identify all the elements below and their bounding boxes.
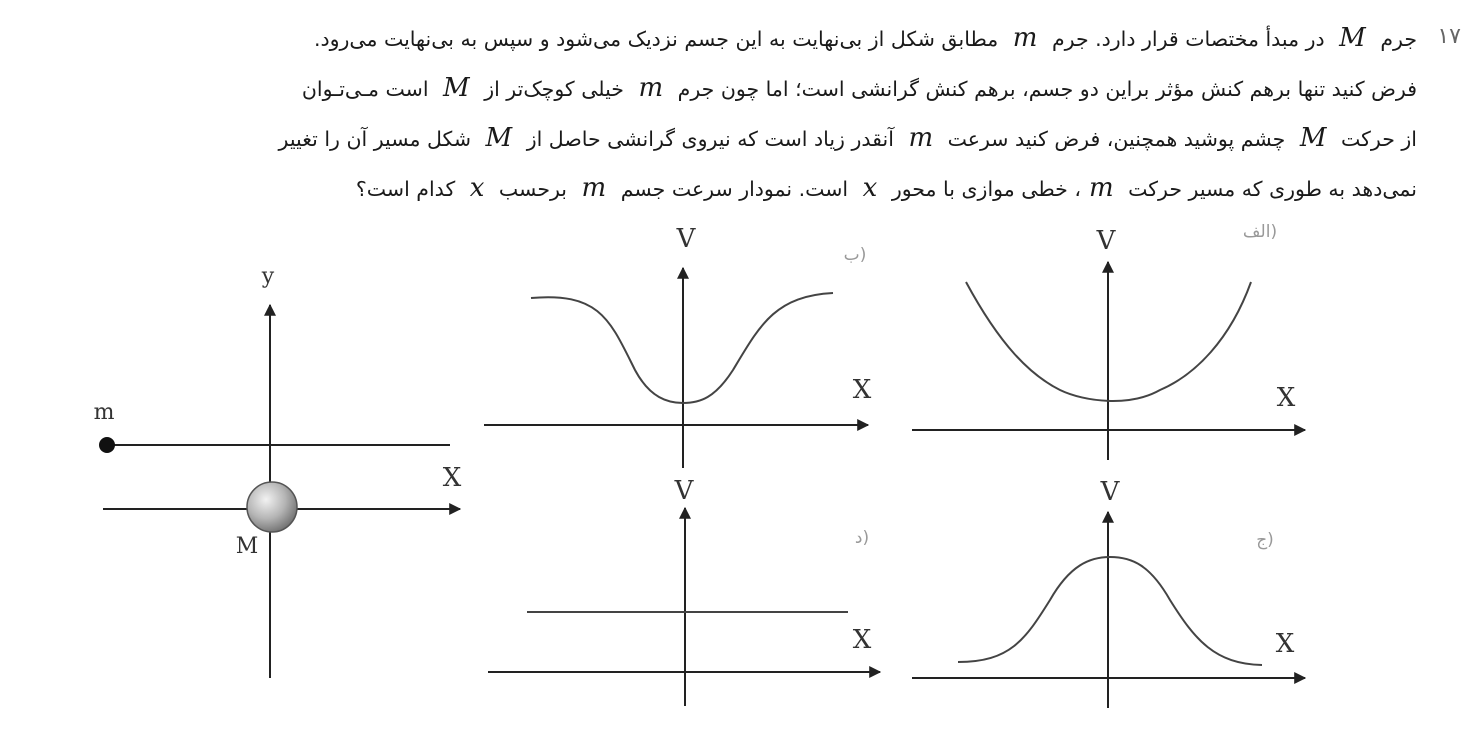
option-be-graph <box>484 224 872 468</box>
be-v-label: V <box>676 224 696 254</box>
dal-x-label: X <box>852 625 872 655</box>
alef-option-tag: الف) <box>1242 222 1278 242</box>
dal-option-tag: د) <box>854 528 870 548</box>
text-segment: کدام است؟ <box>355 177 462 201</box>
text-segment: است مـی‌تـوان <box>301 77 436 101</box>
text-segment: ، خطی موازی با محور <box>885 177 1081 201</box>
math-symbol: x <box>469 173 485 203</box>
small-mass-label: m <box>93 400 115 425</box>
math-symbol: M <box>443 73 470 103</box>
math-symbol: M <box>1339 23 1366 53</box>
setup-figure <box>94 264 462 678</box>
be-x-label: X <box>852 375 872 405</box>
text-segment: برحسب <box>492 177 574 201</box>
small-mass-dot <box>99 437 115 453</box>
jim-v-label: V <box>1100 477 1120 507</box>
alef-v-label: V <box>1096 226 1116 256</box>
text-segment: فرض کنید تنها برهم کنش مؤثر براین دو جسم، برهم کنش گرانشی است؛ اما چون جرم <box>671 77 1417 101</box>
option-jim-graph <box>912 477 1305 708</box>
math-symbol: m <box>581 173 607 203</box>
jim-curve <box>958 557 1262 665</box>
option-alef-graph <box>912 222 1305 460</box>
large-mass-ball <box>247 482 297 532</box>
dal-v-label: V <box>674 476 694 506</box>
text-segment: نمی‌دهد به طوری که مسیر حرکت <box>1121 177 1417 201</box>
text-segment: خیلی کوچک‌تر از <box>477 77 631 101</box>
text-segment: در مبدأ مختصات قرار دارد. جرم <box>1045 27 1332 51</box>
text-segment: جرم <box>1373 27 1417 51</box>
math-symbol: m <box>1088 173 1114 203</box>
text-segment: است. نمودار سرعت جسم <box>614 177 855 201</box>
large-mass-label: M <box>235 534 259 559</box>
question-number: ۱۷ <box>1437 24 1461 49</box>
math-symbol: m <box>908 123 934 153</box>
setup-y-label: y <box>261 264 275 289</box>
alef-x-label: X <box>1276 383 1296 413</box>
math-symbol: m <box>638 73 664 103</box>
text-segment: شکل مسیر آن را تغییر <box>278 127 478 151</box>
math-symbol: M <box>485 123 513 153</box>
math-symbol: m <box>1012 23 1038 53</box>
jim-x-label: X <box>1275 629 1295 659</box>
text-segment: آنقدر زیاد است که نیروی گرانشی حاصل از <box>520 127 901 151</box>
option-dal-graph <box>488 476 880 706</box>
math-symbol: M <box>1299 123 1327 153</box>
jim-option-tag: ج) <box>1256 530 1274 550</box>
text-segment: از حرکت <box>1334 127 1417 151</box>
text-segment: مطابق شکل از بی‌نهایت به این جسم نزدیک می‌شود و سپس به بی‌نهایت می‌رود. <box>313 27 1005 51</box>
setup-x-label: X <box>442 463 462 493</box>
math-symbol: x <box>862 173 878 203</box>
be-option-tag: ب) <box>843 245 867 265</box>
text-segment: چشم پوشید همچنین، فرض کنید سرعت <box>941 127 1292 151</box>
